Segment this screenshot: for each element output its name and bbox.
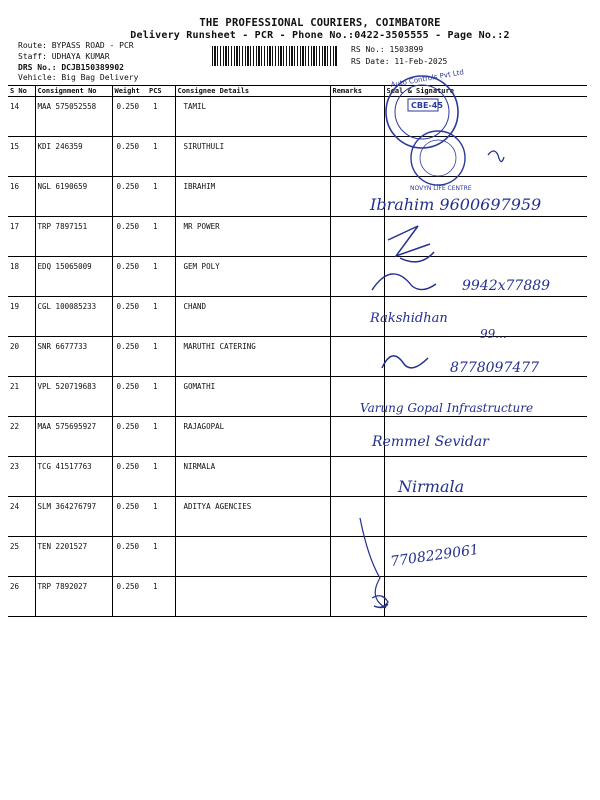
cell-consignee: IBRAHIM [175, 177, 330, 217]
cell-consignee: GEM POLY [175, 257, 330, 297]
cell-remarks [330, 577, 384, 617]
cell-sno: 26 [8, 577, 35, 617]
cell-consignee: MARUTHI CATERING [175, 337, 330, 377]
cell-remarks [330, 377, 384, 417]
cell-consignment: CGL 100085233 [35, 297, 112, 337]
handwriting-row21: Varung Gopal Infrastructure [360, 401, 534, 415]
table-row [8, 297, 587, 337]
table-header [8, 86, 587, 97]
handwriting-row23: Nirmala [398, 477, 465, 496]
handwriting-row25: 7708229061 [389, 541, 480, 571]
cell-sno: 24 [8, 497, 35, 537]
cell-consignment: NGL 6190659 [35, 177, 112, 217]
cell-weight: 0.250 [112, 497, 147, 537]
route-label: Route: BYPASS ROAD - PCR [18, 41, 134, 50]
cell-seal [384, 97, 587, 137]
staff-label: Staff: UDHAYA KUMAR [18, 52, 110, 61]
cell-sno: 20 [8, 337, 35, 377]
table-row [8, 217, 587, 257]
cell-consignee: RAJAGOPAL [175, 417, 330, 457]
cell-weight: 0.250 [112, 297, 147, 337]
cell-remarks [330, 337, 384, 377]
table-row [8, 537, 587, 577]
col-weight: Weight [112, 86, 147, 97]
stamp-code: CBE-45 [411, 101, 443, 110]
cell-consignment: MAA 575695927 [35, 417, 112, 457]
cell-consignee: CHAND [175, 297, 330, 337]
cell-consignee: NIRMALA [175, 457, 330, 497]
cell-remarks [330, 137, 384, 177]
cell-seal [384, 297, 587, 337]
cell-weight: 0.250 [112, 177, 147, 217]
cell-consignee: SIRUTHULI [175, 137, 330, 177]
rs-date: RS Date: 11-Feb-2025 [351, 57, 448, 66]
cell-weight: 0.250 [112, 577, 147, 617]
cell-seal [384, 257, 587, 297]
cell-weight: 0.250 [112, 417, 147, 457]
col-consignee: Consignee Details [175, 86, 330, 97]
cell-consignee: TAMIL [175, 97, 330, 137]
cell-pcs: 1 [147, 377, 175, 417]
handwriting-row19b: 99... [480, 327, 507, 341]
cell-consignment: SNR 6677733 [35, 337, 112, 377]
handwriting-row20: 8778097477 [450, 360, 540, 376]
rs-number: RS No.: 1503899 [351, 45, 424, 54]
cell-remarks [330, 497, 384, 537]
cell-consignment: KDI 246359 [35, 137, 112, 177]
cell-seal [384, 217, 587, 257]
cell-remarks [330, 257, 384, 297]
cell-consignment: TEN 2201527 [35, 537, 112, 577]
cell-weight: 0.250 [112, 257, 147, 297]
cell-consignment: VPL 520719683 [35, 377, 112, 417]
cell-sno: 15 [8, 137, 35, 177]
cell-remarks [330, 177, 384, 217]
cell-pcs: 1 [147, 177, 175, 217]
cell-pcs: 1 [147, 297, 175, 337]
runsheet-subtitle: Delivery Runsheet - PCR - Phone No.:0422-3505555 - Page No.:2 [130, 30, 510, 41]
cell-sno: 25 [8, 537, 35, 577]
cell-pcs: 1 [147, 577, 175, 617]
col-remarks: Remarks [330, 86, 384, 97]
cell-consignment: SLM 364276797 [35, 497, 112, 537]
cell-seal [384, 137, 587, 177]
cell-sno: 17 [8, 217, 35, 257]
cell-seal [384, 457, 587, 497]
handwriting-row19: Rakshidhan [370, 311, 448, 326]
cell-seal [384, 377, 587, 417]
cell-remarks [330, 457, 384, 497]
cell-consignee [175, 577, 330, 617]
cell-consignee [175, 537, 330, 577]
barcode [212, 46, 338, 66]
stamp-ring-text: Auto Controls Pvt Ltd [390, 68, 465, 89]
cell-seal [384, 537, 587, 577]
cell-sno: 14 [8, 97, 35, 137]
cell-remarks [330, 417, 384, 457]
cell-consignment: TRP 7897151 [35, 217, 112, 257]
cell-weight: 0.250 [112, 137, 147, 177]
handwriting-row22: Remmel Sevidar [372, 434, 489, 450]
company-title: THE PROFESSIONAL COURIERS, COIMBATORE [199, 17, 441, 29]
cell-sno: 18 [8, 257, 35, 297]
cell-consignment: EDQ 15065009 [35, 257, 112, 297]
drs-number: DRS No.: DCJB150389902 [18, 63, 124, 72]
cell-remarks [330, 297, 384, 337]
cell-consignment: TRP 7892027 [35, 577, 112, 617]
cell-sno: 21 [8, 377, 35, 417]
col-pcs: PCS [147, 86, 175, 97]
cell-remarks [330, 537, 384, 577]
cell-seal [384, 177, 587, 217]
table-row [8, 337, 587, 377]
cell-seal [384, 417, 587, 457]
stamp2-ring-text: NOVYN LIFE CENTRE [410, 185, 472, 192]
cell-weight: 0.250 [112, 337, 147, 377]
table-row [8, 97, 587, 137]
cell-seal [384, 337, 587, 377]
handwriting-row18: 9942x77889 [462, 278, 551, 294]
cell-sno: 22 [8, 417, 35, 457]
cell-pcs: 1 [147, 537, 175, 577]
table-row [8, 177, 587, 217]
table-row [8, 497, 587, 537]
cell-consignee: GOMATHI [175, 377, 330, 417]
cell-pcs: 1 [147, 97, 175, 137]
cell-remarks [330, 217, 384, 257]
cell-seal [384, 497, 587, 537]
handwriting-row16: Ibrahim 9600697959 [370, 195, 542, 214]
table-row [8, 457, 587, 497]
cell-weight: 0.250 [112, 537, 147, 577]
cell-weight: 0.250 [112, 97, 147, 137]
table-row [8, 257, 587, 297]
cell-pcs: 1 [147, 337, 175, 377]
cell-pcs: 1 [147, 217, 175, 257]
cell-pcs: 1 [147, 457, 175, 497]
col-seal: Seal & Signature [384, 86, 587, 97]
col-consignment: Consignment No [35, 86, 112, 97]
table-row [8, 137, 587, 177]
runsheet-table [8, 85, 587, 617]
cell-consignment: MAA 575052558 [35, 97, 112, 137]
cell-remarks [330, 97, 384, 137]
cell-weight: 0.250 [112, 457, 147, 497]
cell-pcs: 1 [147, 417, 175, 457]
table-row [8, 377, 587, 417]
cell-sno: 16 [8, 177, 35, 217]
cell-seal [384, 577, 587, 617]
cell-sno: 19 [8, 297, 35, 337]
col-sno: S No [8, 86, 35, 97]
cell-consignment: TCG 41517763 [35, 457, 112, 497]
cell-sno: 23 [8, 457, 35, 497]
table-row [8, 417, 587, 457]
cell-weight: 0.250 [112, 217, 147, 257]
vehicle-label: Vehicle: Big Bag Delivery [18, 73, 139, 82]
cell-pcs: 1 [147, 497, 175, 537]
cell-weight: 0.250 [112, 377, 147, 417]
cell-consignee: MR POWER [175, 217, 330, 257]
cell-pcs: 1 [147, 137, 175, 177]
cell-consignee: ADITYA AGENCIES [175, 497, 330, 537]
table-row [8, 577, 587, 617]
cell-pcs: 1 [147, 257, 175, 297]
